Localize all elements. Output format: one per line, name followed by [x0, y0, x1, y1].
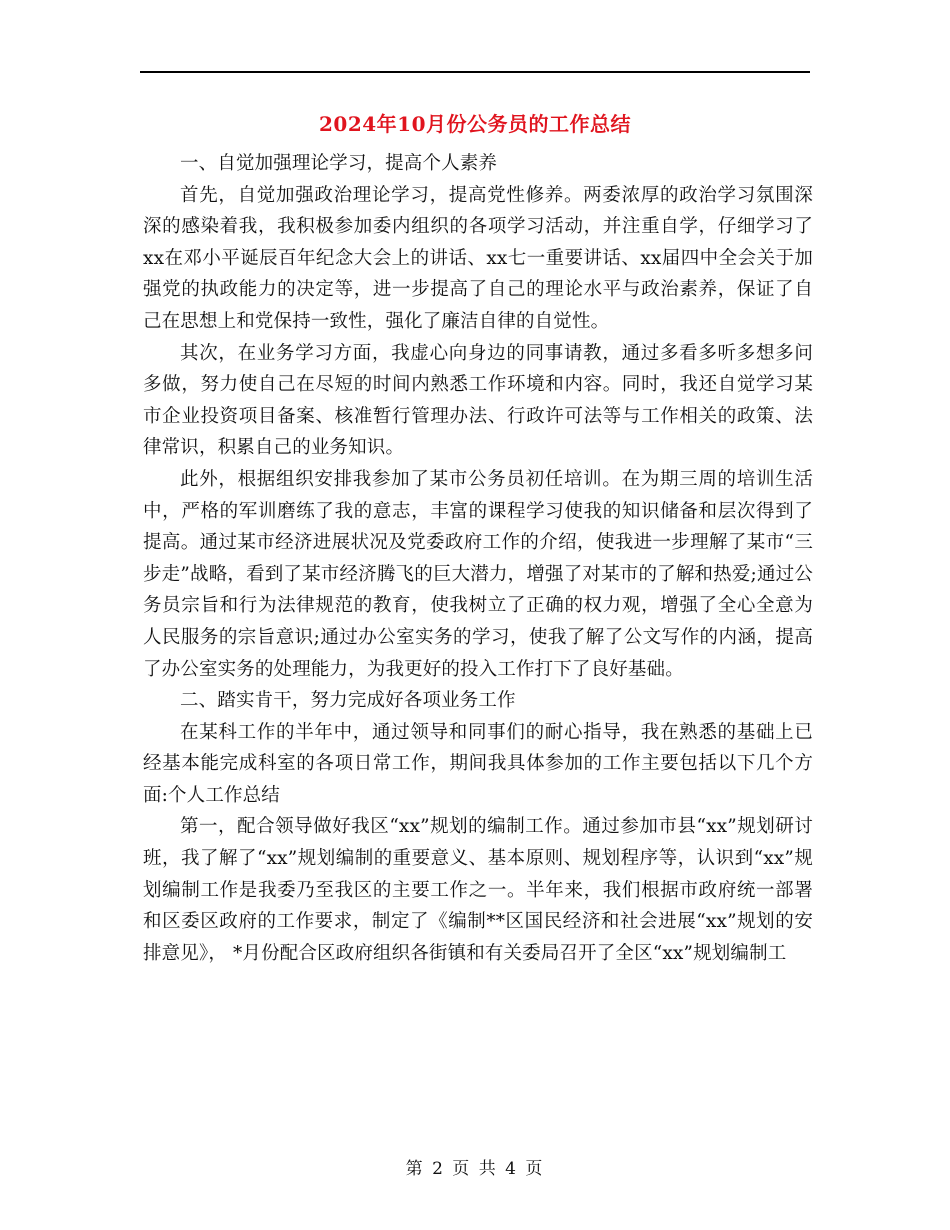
section-heading-2: 二、踏实肯干，努力完成好各项业务工作: [180, 690, 516, 712]
paragraph: 在某科工作的半年中，通过领导和同事们的耐心指导，我在熟悉的基础上已经基本能完成科室的各项日常工作，期间我具体参加的工作主要包括以下几个方面:个人工作总结: [143, 721, 813, 806]
document-body: [143, 148, 813, 969]
paragraph: 首先，自觉加强政治理论学习，提高党性修养。两委浓厚的政治学习氛围深深的感染着我，我积极参加委内组织的各项学习活动，并注重自学，仔细学习了xx在邓小平诞辰百年纪念大会上的讲话、xx七一重要讲话、xx届四中全会关于加强党的执政能力的决定等，进一步提高了自己的理论水平与政治素养，保证了自己在思想上和党保持一致性，强化了廉洁自律的自觉性。: [143, 184, 813, 332]
header-rule: [140, 71, 810, 73]
section-heading-1: 一、自觉加强理论学习，提高个人素养: [180, 153, 498, 174]
paragraph: 其次，在业务学习方面，我虚心向身边的同事请教，通过多看多听多想多问多做，努力使自己在尽短的时间内熟悉工作环境和内容。同时，我还自觉学习某市企业投资项目备案、核准暂行管理办法、行政许可法等与工作相关的政策、法律常识，积累自己的业务知识。: [143, 342, 813, 459]
paragraph: 此外，根据组织安排我参加了某市公务员初任培训。在为期三周的培训生活中，严格的军训磨练了我的意志，丰富的课程学习使我的知识储备和层次得到了提高。通过某市经济进展状况及党委政府工作的介绍，使我进一步理解了某市“三步走”战略，看到了某市经济腾飞的巨大潜力，增强了对某市的了解和热爱;通过公务员宗旨和行为法律规范的教育，使我树立了正确的权力观，增强了全心全意为人民服务的宗旨意识;通过办公室实务的学习，使我了解了公文写作的内涵，提高了办公室实务的处理能力，为我更好的投入工作打下了良好基础。: [143, 468, 813, 680]
page-number: 第 2 页 共 4 页: [405, 1159, 545, 1179]
paragraph: 第一，配合领导做好我区“xx”规划的编制工作。通过参加市县“xx”规划研讨班，我了解了“xx”规划编制的重要意义、基本原则、规划程序等，认识到“xx”规划编制工作是我委乃至我区的主要工作之一。半年来，我们根据市政府统一部署和区委区政府的工作要求，制定了《编制**区国民经济和社会进展“xx”规划的安排意见》， *月份配合区政府组织各街镇和有关委局召开了全区“xx”规划编制工: [143, 816, 813, 964]
document-title: 2024年10月份公务员的工作总结: [319, 112, 631, 136]
